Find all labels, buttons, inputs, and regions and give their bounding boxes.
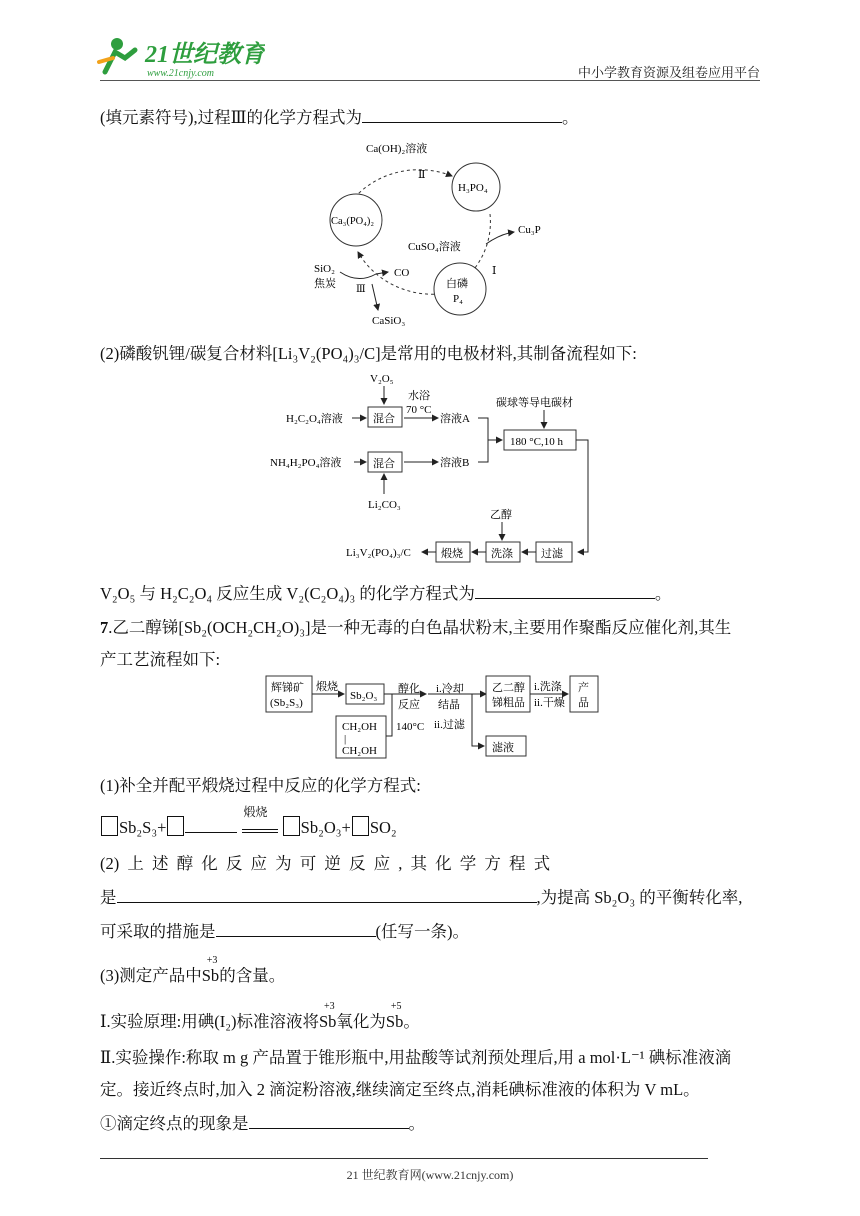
solution-b-label: 溶液B: [440, 457, 470, 469]
coefficient-box-3[interactable]: [283, 816, 300, 836]
h3po4-label: H₃PO₄: [458, 182, 488, 194]
dry-label: ii.干燥: [534, 697, 565, 709]
coefficient-box-1[interactable]: [101, 816, 118, 836]
mix-1-label: 混合: [373, 413, 395, 425]
question-7-line-1: 7.乙二醇锑[Sb₂(OCH₂CH₂O)₃]是一种无毒的白色晶状粉末,主要用作聚酯反应催化剂,其生: [100, 618, 732, 637]
mix-2-label: 混合: [373, 458, 395, 470]
caoh2-label: Ca(OH)₂溶液: [366, 143, 428, 155]
alcoholysis-label-2: 反应: [398, 699, 420, 711]
nh4h2po4-label: NH₄H₂PO₄溶液: [270, 457, 342, 469]
logo-text: 21世纪教育: [145, 42, 265, 68]
ch2oh-label-1: CH₂OH: [342, 721, 378, 733]
ethanol-label: 乙醇: [490, 509, 512, 521]
filter-label: 过滤: [541, 548, 563, 560]
sb2o3-label: Sb₂O₃: [350, 690, 378, 702]
filter-label: ii.过滤: [434, 719, 465, 731]
phosphorus-cycle-diagram: [300, 134, 560, 330]
sb-process-flow-diagram: [262, 672, 602, 764]
header-right-text: 中小学教育资源及组卷应用平台: [578, 65, 761, 80]
heat-label: 180 °C,10 h: [510, 436, 563, 448]
ca3po4-label: Ca₃(PO₄)₂: [331, 216, 375, 227]
calcine-condition: 煅烧: [243, 805, 268, 819]
reactant-blank[interactable]: [185, 831, 237, 833]
filtrate-label: 滤液: [492, 742, 514, 754]
part-1-prompt: (1)补全并配平煅烧过程中反应的化学方程式:: [100, 776, 421, 795]
header-rule: [100, 80, 760, 81]
operation-line-2: 定。接近终点时,加入 2 滴淀粉溶液,继续滴定至终点,消耗碘标准液的体积为 V mL。: [100, 1080, 700, 1099]
roman-3: Ⅲ: [356, 284, 366, 295]
v2o5-label: V₂O₅: [370, 373, 394, 385]
cool-label-2: 结晶: [438, 699, 460, 711]
text-line-2: (2)磷酸钒锂/碳复合材料[Li₃V₂(PO₄)₃/C]是常用的电极材料,其制备流程如下:: [100, 344, 637, 363]
part-2-line-1: (2) 上 述 醇 化 反 应 为 可 逆 反 应 , 其 化 学 方 程 式: [100, 854, 551, 873]
coefficient-box-4[interactable]: [352, 816, 369, 836]
reaction-equals-sign: [242, 829, 278, 833]
part-2-line-2: 是 ,为提高 Sb₂O₃ 的平衡转化率,: [100, 888, 743, 907]
logo-icon: [95, 32, 265, 80]
principle-line: Ⅰ.实验原理:用碘(I₂)标准溶液将 +3 Sb氧化为 +5 Sb。: [100, 1001, 420, 1031]
calcine-label: 煅烧: [316, 681, 338, 693]
ch2oh-label-2: CH₂OH: [342, 745, 378, 757]
endpoint-question: ①滴定终点的现象是 。: [100, 1114, 425, 1133]
roman-2: Ⅱ: [418, 169, 426, 181]
coefficient-box-2[interactable]: [167, 816, 184, 836]
cu3p-label: Cu₃P: [518, 224, 541, 236]
footer-rule: [100, 1158, 708, 1159]
li3v2po4-flow-diagram: [260, 368, 600, 568]
co-label: CO: [394, 267, 410, 279]
solution-a-label: 溶液A: [440, 413, 470, 425]
li2co3-label: Li₂CO₃: [368, 499, 401, 511]
product-label-1: 产: [578, 682, 589, 694]
ore-label-1: 辉锑矿: [271, 682, 304, 694]
carbon-label: 碳球等导电碳材: [496, 397, 573, 409]
part-2-line-3: 可采取的措施是 (任写一条)。: [100, 922, 469, 941]
wash-label: 洗涤: [491, 548, 513, 560]
wash-label: i.洗涤: [534, 681, 562, 693]
temp-70-label: 70 °C: [406, 404, 432, 416]
coke-label: 焦炭: [314, 278, 336, 290]
sio2-label: SiO₂: [314, 263, 335, 275]
bond-bar: |: [344, 733, 347, 745]
crude-label-1: 乙二醇: [492, 682, 525, 694]
cool-label-1: i.冷却: [436, 683, 464, 695]
casio3-label: CaSiO₃: [372, 315, 406, 327]
water-bath-label: 水浴: [408, 390, 430, 402]
ore-label-2: (Sb₂S₃): [270, 697, 303, 709]
h2c2o4-label: H₂C₂O₄溶液: [286, 413, 343, 425]
part-3-prompt: (3)测定产品中 +3 Sb的含量。: [100, 955, 286, 985]
calcine-label: 煅烧: [441, 548, 463, 560]
crude-label-2: 锑粗品: [492, 697, 525, 709]
operation-line-1: Ⅱ.实验操作:称取 m g 产品置于锥形瓶中,用盐酸等试剂预处理后,用 a mol·L⁻¹ 碘标准液滴: [100, 1048, 732, 1067]
question-7-line-2: 产工艺流程如下:: [100, 650, 221, 669]
logo-url: www.21cnjy.com: [147, 68, 215, 79]
cuso4-label: CuSO₄溶液: [408, 241, 461, 253]
p4-label: P₄: [453, 293, 463, 305]
logo: [95, 32, 265, 80]
calcination-equation: Sb₂S₃+ 煅烧 Sb₂O₃+ SO₂: [100, 816, 397, 838]
roman-1: Ⅰ: [492, 265, 497, 277]
oxidation-state-sup: +3: [206, 955, 218, 966]
text-line-1: (填元素符号),过程Ⅲ的化学方程式为 。: [100, 108, 579, 127]
alcoholysis-label-1: 醇化: [398, 683, 420, 695]
temp-140-label: 140°C: [396, 721, 425, 733]
question-7-number: 7: [100, 618, 109, 637]
text-line-3: V₂O₅ 与 H₂C₂O₄ 反应生成 V₂(C₂O₄)₃ 的化学方程式为 。: [100, 584, 672, 603]
white-p-label: 白磷: [446, 278, 468, 290]
product-label: Li₃V₂(PO₄)₃/C: [346, 547, 411, 559]
footer-text: 21 世纪教育网(www.21cnjy.com): [346, 1168, 514, 1182]
product-label-2: 品: [578, 697, 589, 709]
